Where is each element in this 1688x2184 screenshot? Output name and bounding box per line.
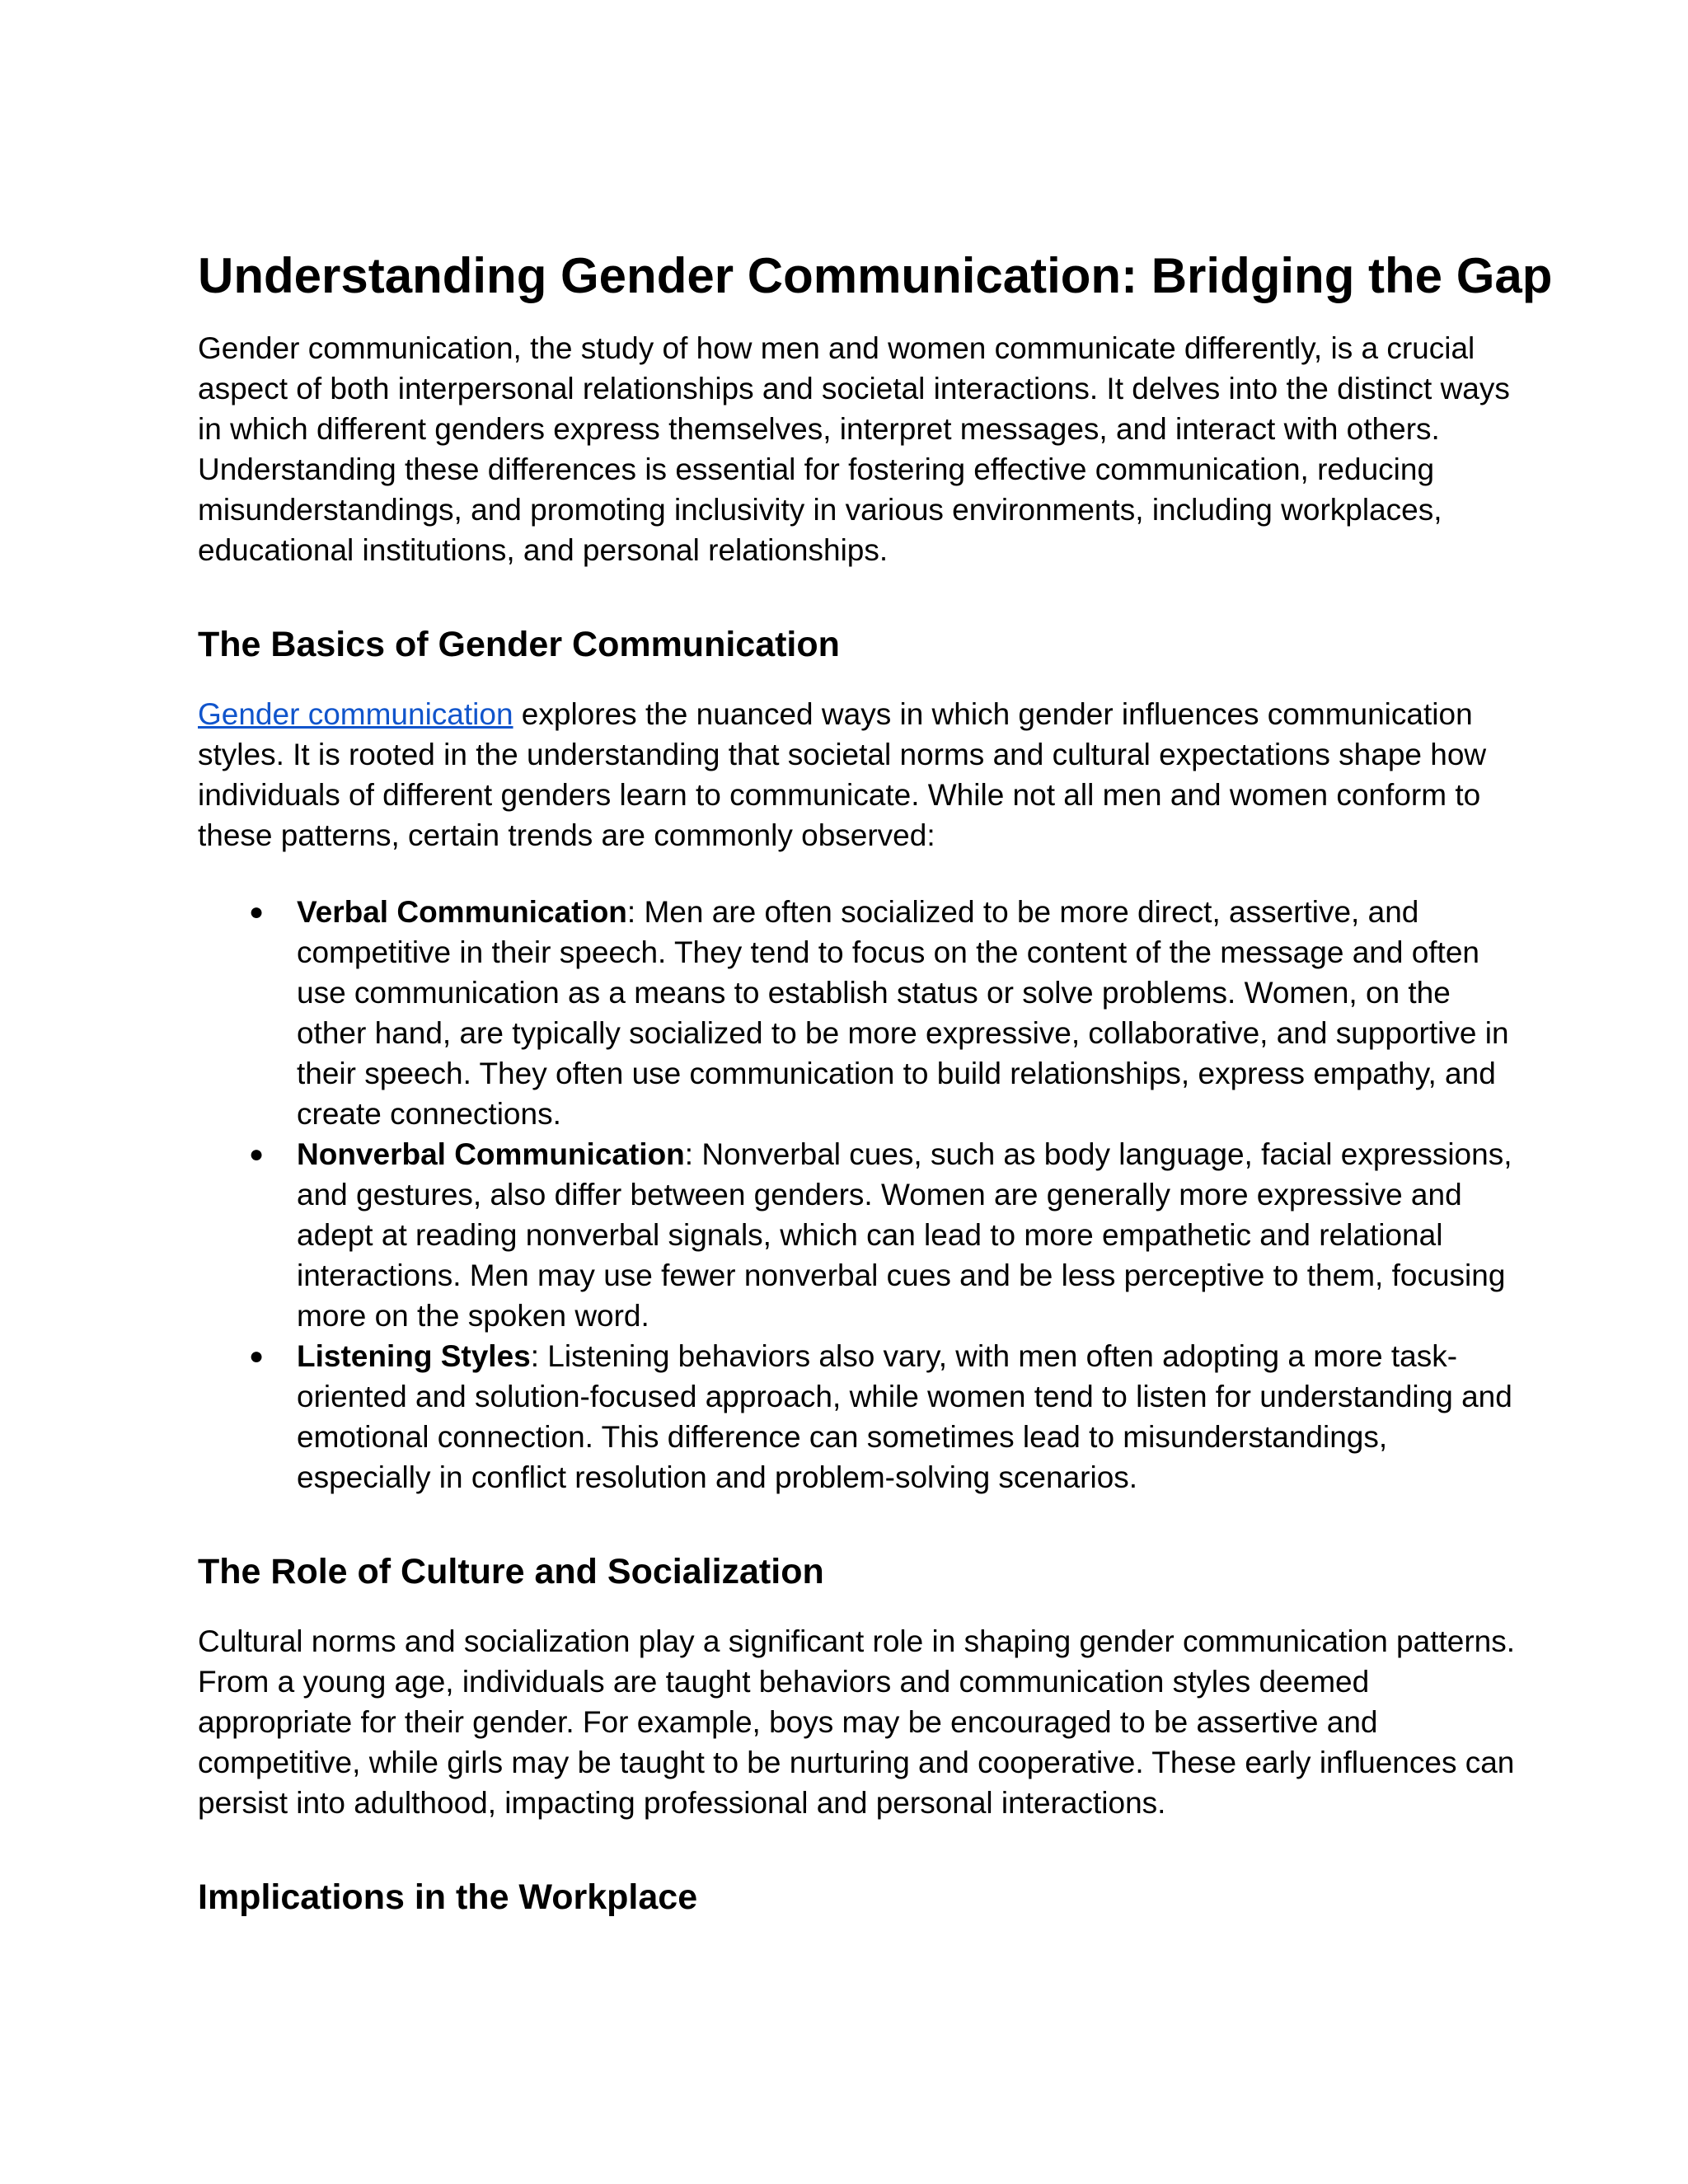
bullet-icon: ● (249, 1141, 265, 1168)
bullet-text: : Men are often socialized to be more direct, assertive, and competitive in their speech. They tend to focus on the content of the message and often use communication as a means to establish status or solve problems. Women, on the other hand, are typically socialized to be more expressive, collaborative, and supportive in their speech. They often use communication to build relationships, express empathy, and create connections. (297, 895, 1509, 1131)
bullet-term: Listening Styles (297, 1339, 531, 1373)
bullet-icon: ● (249, 898, 265, 926)
document-page (198, 239, 1553, 1947)
document-title: Understanding Gender Communication: Bridging the Gap (198, 248, 1553, 303)
bullet-icon: ● (249, 1343, 265, 1370)
basics-paragraph-text: explores the nuanced ways in which gender influences communication styles. It is rooted in the understanding that societal norms and cultural expectations shape how individuals of different genders learn to communicate. While not all men and women conform to these patterns, certain trends are commonly observed: (198, 697, 1487, 852)
section-heading-workplace: Implications in the Workplace (198, 1877, 698, 1917)
section-heading-culture: The Role of Culture and Socialization (198, 1552, 824, 1591)
gender-communication-link[interactable]: Gender communication (198, 697, 513, 731)
culture-paragraph: Cultural norms and socialization play a significant role in shaping gender communication patterns. From a young age, individuals are taught behaviors and communication styles deemed appropriate for their gender. For example, boys may be encouraged to be assertive and competitive, while girls may be taught to be nurturing and cooperative. These early influences can persist into adulthood, impacting professional and personal interactions. (198, 1624, 1516, 1820)
bullet-term: Verbal Communication (297, 895, 627, 929)
communication-bullet-list (198, 892, 1517, 1497)
list-item (198, 1336, 1517, 1497)
bullet-term: Nonverbal Communication (297, 1137, 685, 1171)
section-heading-basics: The Basics of Gender Communication (198, 625, 840, 664)
list-item (198, 1134, 1517, 1336)
bullet-text: : Nonverbal cues, such as body language, facial expressions, and gestures, also differ between genders. Women are generally more expressive and adept at reading nonverbal signals, which can lead to more empathetic and relational interactions. Men may use fewer nonverbal cues and be less perceptive to them, focusing more on the spoken word. (297, 1137, 1512, 1333)
list-item (198, 892, 1517, 1134)
bullet-text: : Listening behaviors also vary, with men often adopting a more task-oriented and solution-focused approach, while women tend to listen for understanding and emotional connection. This difference can sometimes lead to misunderstandings, especially in conflict resolution and problem-solving scenarios. (297, 1339, 1512, 1494)
basics-paragraph (198, 694, 1517, 855)
intro-paragraph: Gender communication, the study of how men and women communicate differently, is a crucial aspect of both interpersonal relationships and societal interactions. It delves into the distinct ways in which different genders express themselves, interpret messages, and interact with others. Understanding these differences is essential for fostering effective communication, reducing misunderstandings, and promoting inclusivity in various environments, including workplaces, educational institutions, and personal relationships. (198, 331, 1510, 567)
